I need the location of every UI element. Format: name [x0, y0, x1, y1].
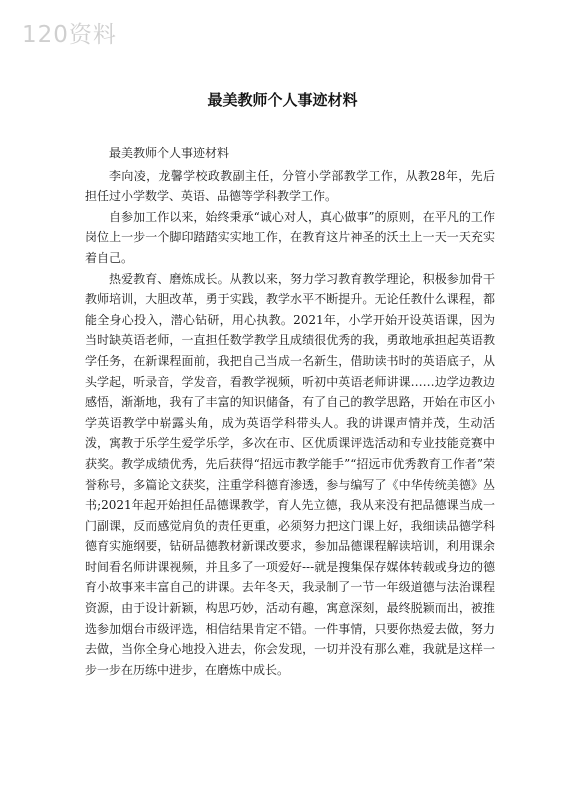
paragraph-principle: 自参加工作以来，始终秉承“诚心对人，真心做事”的原则，在平凡的工作岗位上一步一个脚印踏踏实实地工作，在教育这片神圣的沃土上一天一天充实着自己。 — [85, 209, 495, 265]
document-body — [85, 143, 495, 680]
paragraph-growth: 热爱教育、磨炼成长。从教以来，努力学习教育教学理论，积极参加骨干教师培训，大胆改革，勇于实践，教学水平不断提升。无论任教什么课程，都能全身心投入，潜心钻研，用心执教。2021年，小学开始开设英语课，因为当时缺英语老师，一直担任数学教学且成绩很优秀的我，勇敢地承担起英语教学任务，在新课程面前，我把自己当成一名新生，借助读书时的英语底子，从头学起，听录音，学发音，看教学视频，听初中英语老师讲课……边学边教边感悟，渐渐地，我有了丰富的知识储备，有了自己的教学思路，开始在市区小学英语教学中崭露头角，成为英语学科带头人。我的讲课声情并茂，生动活泼，寓教于乐学生爱学乐学，多次在市、区优质课评选活动和专业技能竞赛中获奖。教学成绩优秀，先后获得“招远市教学能手”“招远市优秀教育工作者”荣誉称号，多篇论文获奖，注重学科德育渗透，参与编写了《中华传统美德》丛书;2021年起开始担任品德课教学，育人先立德，我从来没有把品德课当成一门副课，反而感觉肩负的责任更重，必须努力把这门课上好，我细读品德学科德育实施纲要，钻研品德教材新课改要求，参加品德课程解读培训，利用课余时间看名师讲课视频，并且多了一项爱好---就是搜集保存媒体转载或身边的德育小故事来丰富自己的讲课。去年冬天，我录制了一节一年级道德与法治课程资源，由于设计新颖，构思巧妙，活动有趣，寓意深刻，最终脱颖而出，被推选参加烟台市级评选，相信结果肯定不错。一件事情，只要你热爱去做，努力去做，当你全身心地投入进去，你会发现，一切并没有那么难，我就是这样一步一步在历练中进步，在磨炼中成长。 — [85, 271, 495, 677]
paragraph-intro: 李向凌，龙馨学校政教副主任，分管小学部教学工作，从教28年，先后担任过小学数学、英语、品德等学科教学工作。 — [85, 168, 495, 204]
document-heading: 最美教师个人事迹材料 — [109, 146, 230, 160]
document-title: 最美教师个人事迹材料 — [207, 91, 358, 109]
watermark: 120资料 — [22, 22, 117, 48]
